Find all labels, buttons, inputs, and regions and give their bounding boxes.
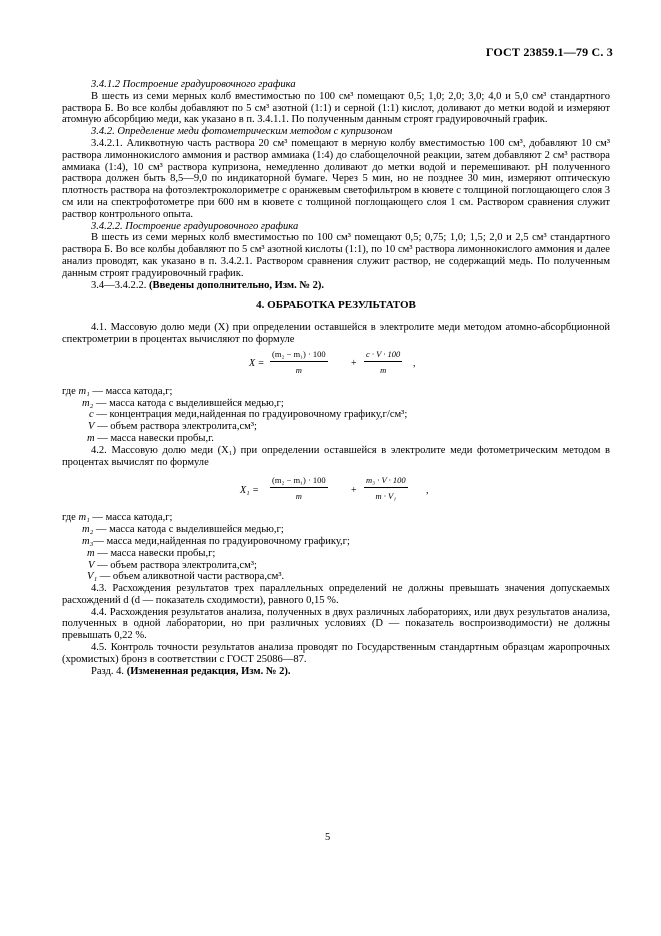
formula-end: , xyxy=(426,485,429,497)
legend-item: V₁ — объем аликвотной части раствора,см³. xyxy=(87,571,285,583)
legend-item: m₂ — масса катода с выделившейся медью,г; xyxy=(82,524,284,536)
formula-end: , xyxy=(413,357,416,369)
fraction-numerator: m₃ · V · 100 xyxy=(364,474,408,488)
document-body xyxy=(62,79,610,677)
formula-fraction xyxy=(364,474,408,502)
legend-item: m₂ — масса катода с выделившейся медью,г; xyxy=(82,397,284,409)
page-header: ГОСТ 23859.1—79 С. 3 xyxy=(485,45,613,59)
formula-2 xyxy=(62,468,610,512)
legend-list xyxy=(62,386,610,445)
paragraph: 4.3. Расхождения результатов трех параллельных определений не должны превышать значения допускаемых расхождений d (d — показатель сходимости), равного 0,15 %. xyxy=(62,583,610,606)
amendment-note: 3.4—3.4.2.2. (Введены дополнительно, Изм. № 2). xyxy=(91,279,325,291)
subsection-heading: 3.4.2. Определение меди фотометрическим методом с купризоном xyxy=(91,126,393,138)
formula-lhs: X = xyxy=(249,357,265,369)
legend-item: m — масса навески пробы,г; xyxy=(87,547,216,559)
formula-lhs: X₁ = xyxy=(240,485,259,497)
paragraph: 3.4.2.1. Аликвотную часть раствора 20 см³ помещают в мерную колбу вместимостью 100 см³, добавляют 10 см³ раствора лимоннокислого аммония и раствор аммиака (1:4) до слабощелочной реакции, затем добавляют 2 см³ раствора аммиака (1:4), 10 см³ раствора купризона, немедленно доливают до метки водой и перемешивают. pH полученного раствора должен быть 8,5—9,0 по индикаторной бумаге. Через 5 мин, но не позднее 30 мин, измеряют оптическую плотность раствора на фотоэлектроколориметре с оранжевым светофильтром в кювете с толщиной поглощающего слоя 3 см или на спектрофотометре при 600 нм в кювете с толщиной поглощающего слоя 1 см. Раствором сравнения служит раствор контрольного опыта. xyxy=(62,137,610,220)
paragraph: 4.4. Расхождения результатов анализа, полученных в двух различных лабораториях, или двух результатов анализа, полученных в одной лаборатории, но при различных условиях (D — показатель воспроизводимости) не должны превышать 0,22 %. xyxy=(62,606,610,642)
fraction-numerator: c · V · 100 xyxy=(364,348,402,362)
legend-item: m₃— масса меди,найденная по градуировочному графику,г; xyxy=(82,535,350,547)
formula-plus: + xyxy=(351,357,357,369)
legend-item: c — концентрация меди,найденная по градуировочному графику,г/см³; xyxy=(89,409,408,421)
formula-fraction xyxy=(270,348,328,376)
legend-list xyxy=(62,512,610,583)
paragraph: В шесть из семи мерных колб вместимостью по 100 см³ помещают 0,5; 0,75; 1,0; 1,5; 2,0 и 2,5 см³ стандартного раствора Б. Во все колбы добавляют по 5 см³ азотной кислоты (1:1), по 10 см³ раствора лимоннокислого аммония и далее анализ проводят, как указано в п. 3.4.2.1. Раствором сравнения служит раствор, не содержащий медь. По полученным данным строят градуировочный график. xyxy=(62,232,610,279)
paragraph: 4.5. Контроль точности результатов анализа проводят по Государственным стандартным образцам жаропрочных (хромистых) бронз в соответствии с ГОСТ 25086—87. xyxy=(62,642,610,665)
legend-item: V — объем раствора электролита,см³; xyxy=(88,559,257,571)
amendment-note: Разд. 4. (Измененная редакция, Изм. № 2). xyxy=(91,665,291,677)
fraction-numerator: (m₂ − m₁) · 100 xyxy=(270,348,328,362)
subsection-heading: 3.4.2.2. Построение градуировочного графика xyxy=(91,220,299,232)
paragraph: 4.2. Массовую долю меди (X₁) при определении оставшейся в электролите меди фотометрическим методом в процентах вычислят по формуле xyxy=(62,444,610,468)
fraction-denominator: m xyxy=(295,491,302,502)
section-title: 4. ОБРАБОТКА РЕЗУЛЬТАТОВ xyxy=(256,299,416,312)
formula-fraction xyxy=(364,348,402,376)
formula-1 xyxy=(62,346,610,386)
legend-item: где m₁ — масса катода,г; xyxy=(62,385,173,397)
formula-plus: + xyxy=(351,485,357,497)
fraction-denominator: m xyxy=(295,364,302,375)
page-number: 5 xyxy=(325,832,331,843)
paragraph: В шесть из семи мерных колб вместимостью по 100 см³ помещают 0,5; 1,0; 2,0; 3,0; 4,0 и 5,0 см³ стандартного раствора Б. Во все колбы добавляют по 5 см³ азотной (1:1) и серной (1:1) кислот, доливают до метки водой и измеряют атомную абсорбцию меди, как указано в п. 3.4.1.1. По полученным данным строят градуировочный график. xyxy=(62,90,610,126)
fraction-denominator: m xyxy=(380,364,387,375)
formula-fraction xyxy=(270,474,328,502)
subsection-heading: 3.4.1.2 Построение градуировочного графика xyxy=(91,79,296,90)
fraction-numerator: (m₂ − m₁) · 100 xyxy=(270,474,328,488)
legend-item: m — масса навески пробы,г. xyxy=(87,432,214,444)
legend-item: где m₁ — масса катода,г; xyxy=(62,512,173,524)
paragraph: 4.1. Массовую долю меди (X) при определении оставшейся в электролите меди методом атомно-абсорбционной спектрометрии в процентах вычисляют по формуле xyxy=(62,322,610,345)
fraction-denominator: m · V₁ xyxy=(375,491,397,502)
legend-item: V — объем раствора электролита,см³; xyxy=(88,421,257,433)
